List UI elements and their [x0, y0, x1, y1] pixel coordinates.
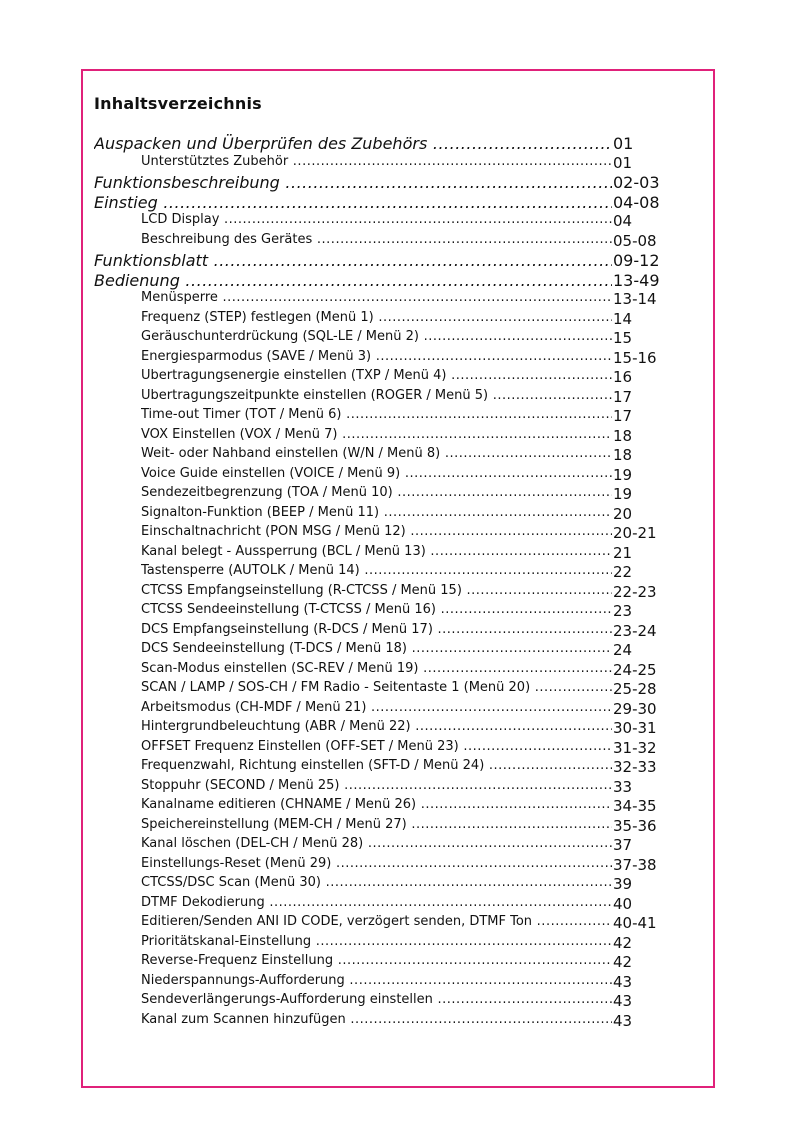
toc-entry-label: Übertragungszeitpunkte einstellen (ROGER / Menü 5) .....: [141, 388, 612, 403]
toc-entry-label: Einschaltnachricht (PON MSG / Menü 12) .....: [141, 524, 612, 539]
toc-entry-page: 04: [613, 212, 633, 230]
toc-entry-label: DCS Sendeeinstellung (T-DCS / Menü 18) .....: [141, 641, 612, 656]
toc-entry-label: Kanal belegt - Aussperrung (BCL / Menü 13) .....: [141, 544, 612, 559]
toc-entry-page: 15: [613, 329, 633, 347]
toc-entry-page: 16: [613, 368, 633, 386]
toc-entry-label: Kanal löschen (DEL-CH / Menü 28) .....: [141, 836, 612, 851]
toc-entry-page: 37: [613, 836, 633, 854]
toc-entry-label: SCAN / LAMP / SOS-CH / FM Radio - Seitentaste 1 (Menü 20) .....: [141, 680, 612, 695]
toc-entry-page: 18: [613, 426, 633, 445]
toc-entry-page: 22: [613, 563, 633, 581]
toc-entry-page: 43: [613, 992, 633, 1010]
toc-entry-page: 24-25: [613, 660, 657, 679]
toc-entry-page: 19: [613, 465, 633, 484]
toc-entry-label: CTCSS Sendeeinstellung (T-CTCSS / Menü 16) .....: [141, 602, 612, 617]
toc-entry-page: 33: [613, 777, 633, 796]
toc-entry-page: 19: [613, 485, 633, 503]
toc-entry-label: Speichereinstellung (MEM-CH / Menü 27) .....: [141, 817, 612, 832]
toc-entry-label: Weit- oder Nahband einstellen (W/N / Menü 8) .....: [141, 446, 612, 461]
toc-entry-page: 42: [613, 933, 633, 952]
toc-entry-page: 13-49: [613, 270, 660, 290]
toc-title: Inhaltsverzeichnis: [94, 94, 262, 113]
toc-entry-label: Scan-Modus einstellen (SC-REV / Menü 19) .....: [141, 661, 612, 676]
toc-entry-label: Niederspannungs-Aufforderung .....: [141, 973, 612, 988]
toc-entry-page: 09-12: [613, 251, 660, 270]
toc-entry-page: 02-03: [613, 173, 660, 192]
toc-entry-page: 31-32: [613, 738, 657, 757]
toc-entry-label: Geräuschunterdrückung (SQL-LE / Menü 2) .....: [141, 329, 612, 344]
toc-entry-page: 14: [613, 309, 633, 328]
toc-entry-page: 35-36: [613, 816, 657, 835]
toc-entry-page: 20: [613, 504, 633, 523]
toc-entry-page: 23-24: [613, 621, 657, 640]
toc-entry-label: Frequenzwahl, Richtung einstellen (SFT-D / Menü 24) .....: [141, 758, 612, 773]
toc-entry-page: 43: [613, 972, 633, 991]
toc-entry-label: Energiesparmodus (SAVE / Menü 3) .....: [141, 349, 612, 364]
toc-entry-label: DCS Empfangseinstellung (R-DCS / Menü 17) .....: [141, 622, 612, 637]
toc-entry-label: Sendezeitbegrenzung (TOA / Menü 10) .....: [141, 485, 612, 500]
toc-entry-label: Kanalname editieren (CHNAME / Menü 26) .....: [141, 797, 612, 812]
toc-entry-page: 34-35: [613, 797, 657, 815]
toc-entry-page: 15-16: [613, 348, 657, 367]
toc-entry-label: Time-out Timer (TOT / Menü 6) .....: [141, 407, 612, 422]
toc-entry-label: Editieren/Senden ANI ID CODE, verzögert senden, DTMF Ton .....: [141, 914, 612, 929]
toc-entry-label: Tastensperre (AUTOLK / Menü 14) .....: [141, 563, 612, 578]
toc-entry-label: Prioritätskanal-Einstellung .....: [141, 934, 612, 949]
toc-entry-page: 01: [613, 153, 633, 172]
toc-entry-label: Signalton-Funktion (BEEP / Menü 11) .....: [141, 505, 612, 520]
toc-entry-page: 13-14: [613, 290, 657, 308]
toc-entry-label: CTCSS/DSC Scan (Menü 30) .....: [141, 875, 612, 890]
toc-entry-page: 21: [613, 543, 633, 562]
toc-entry-page: 17: [613, 407, 633, 425]
toc-entry-page: 22-23: [613, 582, 657, 601]
toc-entry-page: 40: [613, 894, 633, 913]
toc-entry-label: Arbeitsmodus (CH-MDF / Menü 21) .....: [141, 700, 612, 715]
toc-entry-label: Bedienung .....: [94, 271, 612, 290]
toc-entry-page: 01: [613, 134, 634, 153]
toc-entry-page: 05-08: [613, 231, 657, 250]
toc-entry-page: 20-21: [613, 524, 657, 542]
toc-entry-label: Einstieg .....: [94, 193, 612, 212]
toc-entry-label: LCD Display .....: [141, 212, 612, 227]
toc-entry-page: 24: [613, 641, 633, 659]
toc-entry-page: 30-31: [613, 719, 657, 737]
toc-entry-page: 23: [613, 602, 633, 620]
toc-entry-page: 40-41: [613, 914, 657, 932]
toc-entry-label: Funktionsblatt .....: [94, 251, 612, 270]
toc-entry-label: Auspacken und Überprüfen des Zubehörs .....: [94, 134, 612, 153]
toc-entry-label: VOX Einstellen (VOX / Menü 7) .....: [141, 427, 612, 442]
toc-entry-label: OFFSET Frequenz Einstellen (OFF-SET / Menü 23) .....: [141, 739, 612, 754]
toc-entry-page: 04-08: [613, 192, 660, 212]
toc-entry-page: 17: [613, 387, 633, 406]
toc-entry-label: Unterstütztes Zubehör .....: [141, 154, 612, 169]
toc-entry-label: Sendeverlängerungs-Aufforderung einstellen .....: [141, 992, 612, 1007]
toc-entry-page: 43: [613, 1011, 633, 1030]
toc-entry-label: Frequenz (STEP) festlegen (Menü 1) .....: [141, 310, 612, 325]
toc-entry-label: Übertragungsenergie einstellen (TXP / Menü 4) .....: [141, 368, 612, 383]
toc-entry-label: Kanal zum Scannen hinzufügen .....: [141, 1012, 612, 1027]
toc-entry-label: Stoppuhr (SECOND / Menü 25) .....: [141, 778, 612, 793]
toc-entry-page: 39: [613, 875, 633, 893]
toc-entry-label: DTMF Dekodierung .....: [141, 895, 612, 910]
toc-entry-label: CTCSS Empfangseinstellung (R-CTCSS / Menü 15) .....: [141, 583, 612, 598]
toc-entry-label: Einstellungs-Reset (Menü 29) .....: [141, 856, 612, 871]
toc-entry-label: Reverse-Frequenz Einstellung .....: [141, 953, 612, 968]
toc-entry-label: Menüsperre .....: [141, 290, 612, 305]
toc-entry-label: Beschreibung des Gerätes .....: [141, 232, 612, 247]
toc-entry-label: Voice Guide einstellen (VOICE / Menü 9) .....: [141, 466, 612, 481]
toc-entry-page: 29-30: [613, 699, 657, 718]
toc-entry-label: Funktionsbeschreibung .....: [94, 173, 612, 192]
toc-entry-label: Hintergrundbeleuchtung (ABR / Menü 22) .....: [141, 719, 612, 734]
toc-entry-page: 25-28: [613, 680, 657, 698]
toc-entry-page: 37-38: [613, 855, 657, 874]
toc-entry-page: 42: [613, 953, 633, 971]
toc-entry-page: 32-33: [613, 758, 657, 776]
toc-entry-page: 18: [613, 446, 633, 464]
